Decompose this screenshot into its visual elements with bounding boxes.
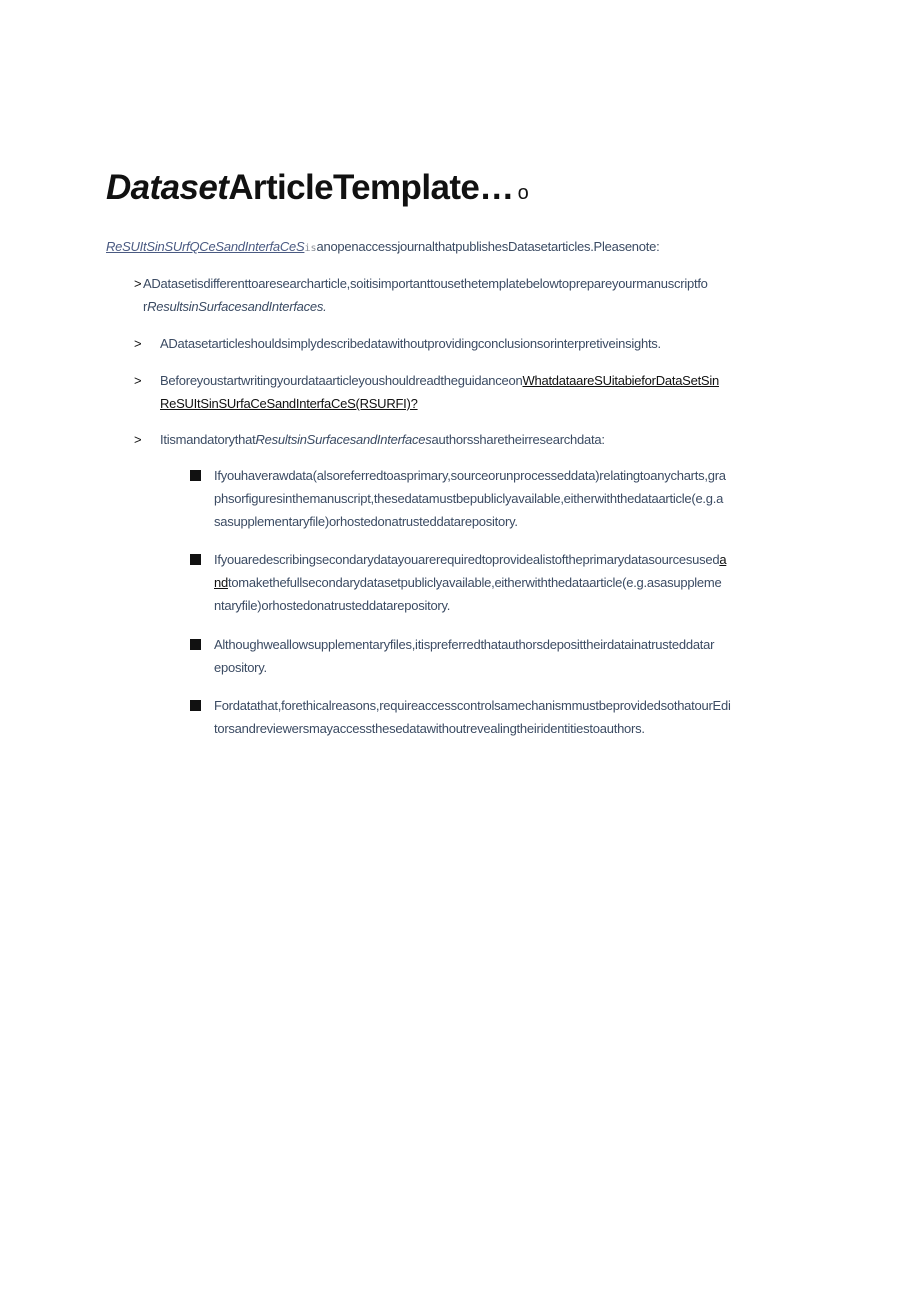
sub-bullet-text xyxy=(214,464,810,533)
bullet-text-part: Itismandatorythat xyxy=(160,432,256,447)
text-line: epository. xyxy=(214,660,267,675)
bullet-italic: ResultsinSurfacesandInterfaces xyxy=(255,432,432,447)
bullet-item-2 xyxy=(134,332,814,355)
guidance-link-line-2[interactable]: ReSUItSinSUrfaCeSandInterfaCeS(RSURFI)? xyxy=(160,396,418,411)
bullet-text xyxy=(143,272,814,318)
title-symbol: o xyxy=(517,182,529,204)
text-line: ntaryfile)orhostedonatrusteddatarepository. xyxy=(214,598,451,613)
text-line: Fordatathat,forethicalreasons,requireaccesscontrolsamechanismmustbeprovidedsothatourEdi xyxy=(214,698,731,713)
intro-paragraph xyxy=(106,235,826,260)
bullet-italic: ResultsinSurfacesandInterfaces. xyxy=(147,299,327,314)
bullet-text xyxy=(160,428,814,451)
sub-bullet-item-2 xyxy=(190,548,810,617)
and-link-part-1[interactable]: a xyxy=(719,552,727,567)
sub-bullet-item-4 xyxy=(190,694,810,740)
title-rest: ArticleTemplate… xyxy=(228,168,514,207)
text-line: tomakethefullsecondarydatasetpubliclyavailable,eitherwiththedataarticle(e.g.asasuppleme xyxy=(227,575,722,590)
sub-bullet-text xyxy=(214,694,810,740)
title-italic: Dataset xyxy=(106,168,229,207)
bullet-text-part: Beforeyoustartwritingyourdataarticleyoushouldreadtheguidanceon xyxy=(160,373,523,388)
guidance-link-line-1[interactable]: WhatdataareSUitabieforDataSetSin xyxy=(522,373,719,388)
journal-link[interactable]: ReSUItSinSUrfQCeSandInterfaCeS xyxy=(106,239,305,254)
sub-bullet-text xyxy=(214,633,810,679)
bullet-text-part: ADatasetisdifferenttoaresearcharticle,soitisimportanttousethetemplatebelowtoprepareyourmanuscriptfo xyxy=(143,276,708,291)
bullet-item-1 xyxy=(134,272,814,318)
sub-bullet-item-1 xyxy=(190,464,810,533)
bullet-marker: > xyxy=(134,276,142,291)
bullet-text-part: authorssharetheirresearchdata: xyxy=(431,432,605,447)
bullet-text xyxy=(160,369,814,415)
text-line: Ifyouhaverawdata(alsoreferredtoasprimary,sourceorunprocesseddata)relatingtoanycharts,gra xyxy=(214,468,726,483)
bullet-item-4 xyxy=(134,428,814,451)
intro-mono-text: is xyxy=(304,243,317,254)
sub-bullet-text xyxy=(214,548,810,617)
square-bullet-icon xyxy=(190,700,201,711)
text-line: phsorfiguresinthemanuscript,thesedatamustbepubliclyavailable,eitherwiththedataarticle(e.g.a xyxy=(214,491,724,506)
page-title xyxy=(106,166,528,215)
bullet-text: ADatasetarticleshouldsimplydescribedatawithoutprovidingconclusionsorinterpretiveinsights. xyxy=(160,336,661,351)
bullet-marker: > xyxy=(134,373,142,388)
text-line: torsandreviewersmayaccessthesedatawithoutrevealingtheiridentitiestoauthors. xyxy=(214,721,645,736)
square-bullet-icon xyxy=(190,639,201,650)
text-line: sasupplementaryfile)orhostedonatrusteddatarepository. xyxy=(214,514,518,529)
square-bullet-icon xyxy=(190,554,201,565)
text-line: Althoughweallowsupplementaryfiles,itispreferredthatauthorsdeposittheirdatainatrusteddatar xyxy=(214,637,715,652)
text-line: Ifyouaredescribingsecondarydatayouarerequiredtoprovidealistoftheprimarydatasourcesused xyxy=(214,552,720,567)
sub-bullet-item-3 xyxy=(190,633,810,679)
and-link-part-2[interactable]: nd xyxy=(214,575,228,590)
bullet-marker: > xyxy=(134,432,142,447)
intro-text: anopenaccessjournalthatpublishesDatasetarticles.Pleasenote: xyxy=(316,239,660,254)
bullet-text-wrap: r xyxy=(143,299,148,314)
square-bullet-icon xyxy=(190,470,201,481)
bullet-item-3 xyxy=(134,369,814,415)
bullet-marker: > xyxy=(134,336,142,351)
